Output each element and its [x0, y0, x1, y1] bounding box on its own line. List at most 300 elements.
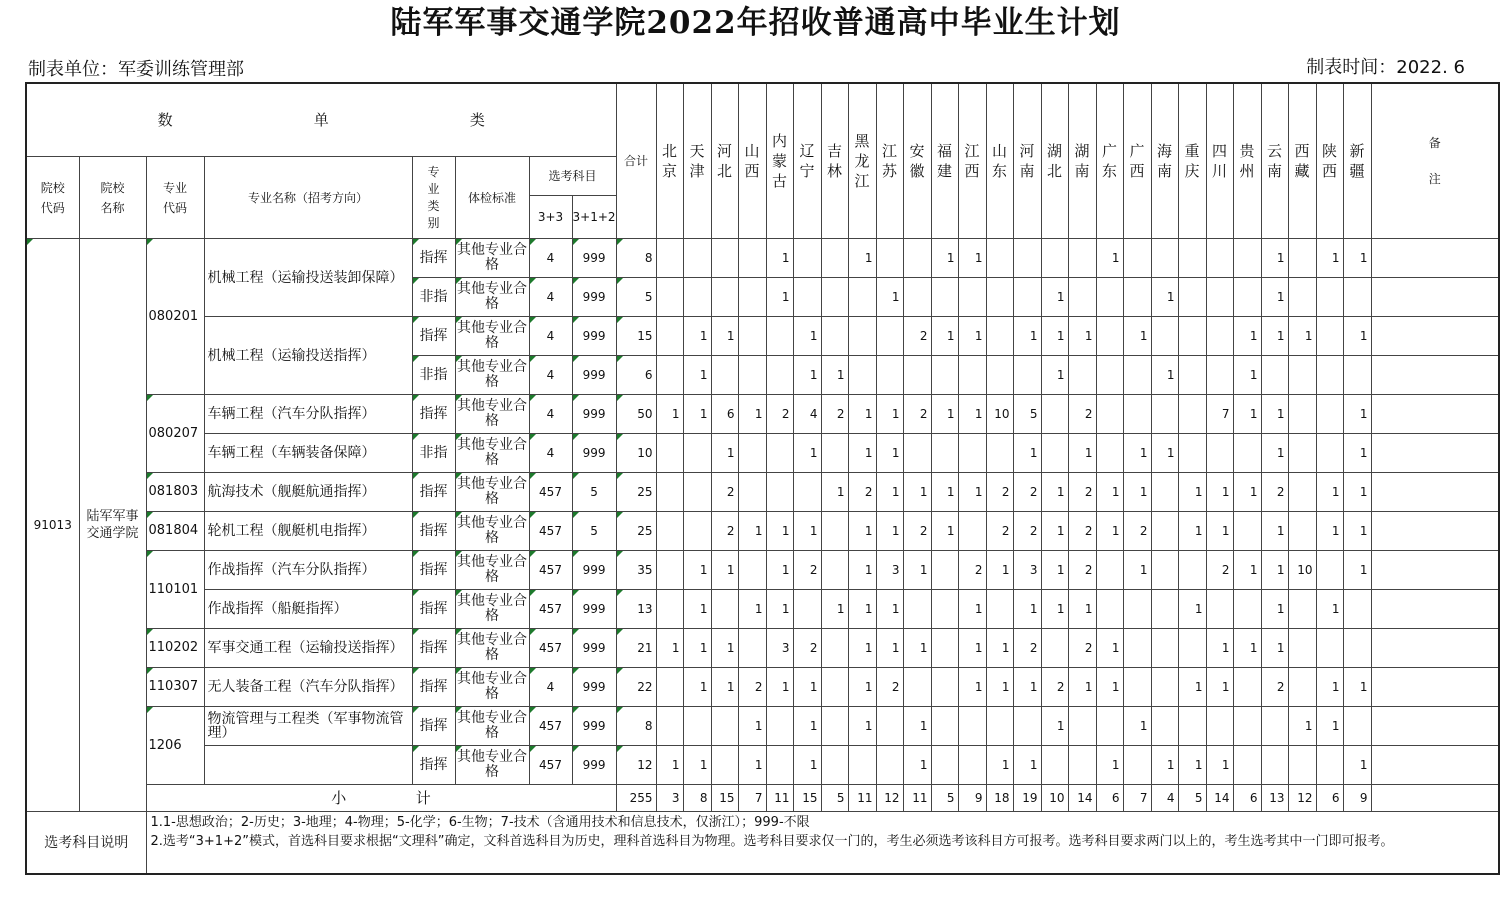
province-count-cell: 1 — [738, 512, 766, 551]
province-count-cell — [821, 239, 848, 278]
province-count-cell: 1 — [848, 395, 876, 434]
table-row — [26, 590, 1499, 629]
province-count-cell — [738, 551, 766, 590]
province-count-cell: 1 — [821, 356, 848, 395]
subjects-312-cell: 999 — [572, 434, 616, 473]
province-count-cell: 2 — [1068, 551, 1096, 590]
province-count-cell: 1 — [1233, 473, 1261, 512]
province-count-cell: 1 — [1123, 434, 1151, 473]
province-count-cell — [986, 317, 1013, 356]
row-total-cell: 15 — [616, 317, 656, 356]
province-count-cell: 1 — [793, 317, 821, 356]
province-count-cell — [1316, 278, 1343, 317]
category-header: 专业类别 — [412, 157, 455, 239]
province-count-cell — [821, 317, 848, 356]
subtotal-province-cell: 6 — [1316, 785, 1343, 812]
province-header: 西藏 — [1288, 83, 1316, 239]
province-count-cell: 1 — [848, 707, 876, 746]
province-count-cell: 1 — [711, 317, 738, 356]
major-code-cell: 110101 — [146, 551, 204, 629]
remark-cell — [1371, 395, 1499, 434]
table-row — [26, 512, 1499, 551]
subjects-33-cell: 457 — [529, 473, 572, 512]
province-count-cell — [986, 356, 1013, 395]
province-count-cell — [1151, 473, 1178, 512]
issuing-unit: 制表单位：军委训练管理部 — [28, 59, 244, 80]
province-count-cell — [656, 356, 683, 395]
province-count-cell: 1 — [1013, 668, 1041, 707]
province-count-cell: 1 — [958, 239, 986, 278]
province-count-cell — [1123, 590, 1151, 629]
remark-cell — [1371, 785, 1499, 812]
group-header: 数 单 类 — [26, 83, 616, 157]
major-name-header: 专业名称（招考方向） — [204, 157, 412, 239]
province-count-cell: 6 — [711, 395, 738, 434]
province-header: 福建 — [931, 83, 958, 239]
province-count-cell — [958, 356, 986, 395]
province-count-cell: 1 — [1123, 473, 1151, 512]
remark-cell — [1371, 590, 1499, 629]
province-count-cell — [1096, 395, 1123, 434]
province-count-cell — [821, 512, 848, 551]
province-count-cell — [1096, 278, 1123, 317]
province-count-cell: 1 — [793, 512, 821, 551]
province-count-cell — [821, 434, 848, 473]
province-header: 山东 — [986, 83, 1013, 239]
province-count-cell — [986, 434, 1013, 473]
major-name-cell: 军事交通工程（运输投送指挥） — [204, 629, 412, 668]
province-count-cell — [1233, 668, 1261, 707]
province-count-cell — [1123, 395, 1151, 434]
subjects-33-cell: 4 — [529, 239, 572, 278]
category-cell: 指挥 — [412, 317, 455, 356]
table-row — [26, 707, 1499, 746]
province-count-cell: 1 — [876, 512, 903, 551]
category-cell: 非指 — [412, 434, 455, 473]
note-row — [26, 812, 1499, 875]
province-count-cell — [738, 278, 766, 317]
province-count-cell — [1178, 395, 1206, 434]
table-row — [26, 668, 1499, 707]
subjects-33-cell: 457 — [529, 551, 572, 590]
province-count-cell: 1 — [1178, 746, 1206, 785]
major-name-cell: 作战指挥（船艇指挥） — [204, 590, 412, 629]
province-count-cell — [1343, 590, 1371, 629]
province-count-cell: 1 — [876, 473, 903, 512]
province-count-cell — [1068, 746, 1096, 785]
province-count-cell — [986, 278, 1013, 317]
province-count-cell — [656, 434, 683, 473]
province-count-cell — [766, 434, 793, 473]
category-cell: 非指 — [412, 278, 455, 317]
province-count-cell: 1 — [1316, 473, 1343, 512]
province-count-cell: 2 — [1013, 512, 1041, 551]
remark-header: 备注 — [1371, 83, 1499, 239]
major-name-cell: 物流管理与工程类（军事物流管理） — [204, 707, 412, 746]
province-count-cell — [1096, 590, 1123, 629]
page-title: 陆军军事交通学院2022年招收普通高中毕业生计划 — [390, 5, 1121, 41]
province-count-cell: 1 — [931, 317, 958, 356]
province-count-cell: 1 — [711, 668, 738, 707]
subtotal-province-cell: 13 — [1261, 785, 1288, 812]
province-count-cell — [931, 707, 958, 746]
province-count-cell — [903, 434, 931, 473]
province-count-cell — [1288, 473, 1316, 512]
province-count-cell: 1 — [1068, 590, 1096, 629]
province-count-cell: 4 — [793, 395, 821, 434]
category-cell: 指挥 — [412, 551, 455, 590]
note-line: 1.1-思想政治；2-历史；3-地理；4-物理；5-化学；6-生物；7-技术（含通用技术和信息技术，仅浙江）；999-不限 — [150, 815, 810, 830]
province-count-cell — [1151, 317, 1178, 356]
province-count-cell — [876, 746, 903, 785]
province-count-cell: 1 — [1068, 317, 1096, 356]
province-count-cell: 1 — [738, 590, 766, 629]
subtotal-province-cell: 3 — [656, 785, 683, 812]
province-count-cell — [1068, 356, 1096, 395]
subjects-312-cell: 999 — [572, 395, 616, 434]
province-header: 山西 — [738, 83, 766, 239]
subtotal-province-cell: 5 — [931, 785, 958, 812]
subjects-33-cell: 4 — [529, 434, 572, 473]
province-count-cell: 1 — [793, 707, 821, 746]
province-count-cell — [1288, 356, 1316, 395]
province-count-cell — [1096, 317, 1123, 356]
province-count-cell: 1 — [1288, 317, 1316, 356]
major-name-cell: 机械工程（运输投送指挥） — [204, 317, 412, 395]
province-count-cell: 1 — [766, 278, 793, 317]
province-count-cell — [1151, 551, 1178, 590]
subjects-312-header: 3+1+2 — [572, 196, 616, 239]
table-row — [26, 629, 1499, 668]
province-count-cell — [1151, 239, 1178, 278]
row-total-cell: 8 — [616, 707, 656, 746]
category-cell: 指挥 — [412, 629, 455, 668]
major-name-cell: 轮机工程（舰艇机电指挥） — [204, 512, 412, 551]
province-count-cell — [738, 473, 766, 512]
subtotal-province-cell: 11 — [903, 785, 931, 812]
province-count-cell — [931, 356, 958, 395]
province-count-cell: 1 — [1343, 473, 1371, 512]
subjects-312-cell: 5 — [572, 473, 616, 512]
province-count-cell: 3 — [876, 551, 903, 590]
province-count-cell — [876, 707, 903, 746]
province-header: 云南 — [1261, 83, 1288, 239]
province-count-cell: 1 — [1096, 512, 1123, 551]
province-count-cell — [1316, 434, 1343, 473]
subtotal-total: 255 — [616, 785, 656, 812]
province-count-cell: 1 — [1178, 473, 1206, 512]
physical-cell: 其他专业合格 — [455, 356, 529, 395]
province-count-cell — [903, 590, 931, 629]
province-count-cell — [683, 707, 711, 746]
subtotal-province-cell: 11 — [848, 785, 876, 812]
subjects-33-cell: 457 — [529, 590, 572, 629]
province-count-cell — [931, 668, 958, 707]
subtotal-province-cell: 6 — [1233, 785, 1261, 812]
province-count-cell: 1 — [738, 395, 766, 434]
province-count-cell: 1 — [1233, 356, 1261, 395]
province-header: 内蒙古 — [766, 83, 793, 239]
province-count-cell — [766, 356, 793, 395]
province-count-cell: 1 — [1013, 590, 1041, 629]
province-header: 湖北 — [1041, 83, 1068, 239]
province-count-cell — [1261, 746, 1288, 785]
province-count-cell — [1233, 434, 1261, 473]
major-name-cell: 航海技术（舰艇航通指挥） — [204, 473, 412, 512]
province-count-cell — [766, 707, 793, 746]
province-count-cell — [848, 317, 876, 356]
province-count-cell — [711, 746, 738, 785]
province-count-cell — [1041, 239, 1068, 278]
province-count-cell: 1 — [1316, 590, 1343, 629]
province-count-cell — [1288, 239, 1316, 278]
row-total-cell: 12 — [616, 746, 656, 785]
province-count-cell: 2 — [1041, 668, 1068, 707]
table-row — [26, 551, 1499, 590]
province-count-cell: 1 — [903, 746, 931, 785]
province-count-cell: 1 — [1316, 239, 1343, 278]
major-code-cell: 080201 — [146, 239, 204, 395]
subtotal-province-cell: 11 — [766, 785, 793, 812]
province-count-cell: 1 — [876, 629, 903, 668]
subjects-312-cell: 999 — [572, 356, 616, 395]
province-count-cell — [958, 707, 986, 746]
province-count-cell — [821, 629, 848, 668]
province-count-cell — [1261, 356, 1288, 395]
subjects-312-cell: 999 — [572, 668, 616, 707]
note-line: 2.选考“3+1+2”模式，首选科目要求根据“文理科”确定，文科首选科目为历史，理科首选科目为物理。选考科目要求仅一门的，考生必须选考该科目方可报考。选考科目要求两门以上的，考生选考其中一门即可报考。 — [150, 834, 1394, 849]
province-count-cell — [1178, 239, 1206, 278]
province-count-cell: 1 — [1096, 668, 1123, 707]
province-count-cell: 1 — [876, 395, 903, 434]
province-count-cell: 1 — [1261, 551, 1288, 590]
province-count-cell — [1343, 707, 1371, 746]
subjects-33-cell: 457 — [529, 512, 572, 551]
province-header: 河南 — [1013, 83, 1041, 239]
subjects-33-cell: 4 — [529, 356, 572, 395]
province-count-cell: 1 — [1123, 317, 1151, 356]
province-count-cell — [1041, 395, 1068, 434]
physical-cell: 其他专业合格 — [455, 278, 529, 317]
province-count-cell: 1 — [848, 590, 876, 629]
province-count-cell: 1 — [1261, 239, 1288, 278]
province-count-cell — [656, 278, 683, 317]
province-count-cell — [738, 317, 766, 356]
province-count-cell — [958, 278, 986, 317]
province-count-cell: 1 — [1151, 434, 1178, 473]
province-count-cell: 1 — [1343, 551, 1371, 590]
province-count-cell — [848, 746, 876, 785]
province-count-cell — [1096, 434, 1123, 473]
subjects-312-cell: 999 — [572, 629, 616, 668]
physical-cell: 其他专业合格 — [455, 668, 529, 707]
province-count-cell — [1206, 707, 1233, 746]
table-row — [26, 239, 1499, 278]
province-count-cell: 2 — [1068, 473, 1096, 512]
province-count-cell: 1 — [848, 512, 876, 551]
province-count-cell — [1178, 707, 1206, 746]
province-count-cell: 1 — [1041, 707, 1068, 746]
subjects-312-cell: 999 — [572, 317, 616, 356]
province-count-cell: 1 — [986, 629, 1013, 668]
province-count-cell: 1 — [656, 629, 683, 668]
province-count-cell — [1288, 629, 1316, 668]
enrollment-plan-table — [25, 82, 1500, 875]
province-count-cell — [738, 434, 766, 473]
province-count-cell — [1151, 512, 1178, 551]
physical-cell: 其他专业合格 — [455, 551, 529, 590]
province-count-cell — [931, 629, 958, 668]
province-count-cell — [1233, 746, 1261, 785]
province-count-cell: 1 — [1233, 395, 1261, 434]
province-count-cell — [683, 278, 711, 317]
province-count-cell: 1 — [986, 551, 1013, 590]
province-count-cell: 1 — [958, 317, 986, 356]
province-count-cell — [903, 668, 931, 707]
province-count-cell: 2 — [1261, 668, 1288, 707]
province-header: 黑龙江 — [848, 83, 876, 239]
school-code-header: 院校代码 — [26, 157, 79, 239]
province-count-cell — [683, 473, 711, 512]
province-count-cell — [793, 473, 821, 512]
province-count-cell: 1 — [848, 668, 876, 707]
remark-cell — [1371, 239, 1499, 278]
major-name-cell: 作战指挥（汽车分队指挥） — [204, 551, 412, 590]
table-row — [26, 746, 1499, 785]
province-count-cell: 1 — [1041, 278, 1068, 317]
province-count-cell — [1288, 434, 1316, 473]
province-count-cell — [1206, 317, 1233, 356]
major-name-cell: 无人装备工程（汽车分队指挥） — [204, 668, 412, 707]
row-total-cell: 25 — [616, 473, 656, 512]
province-count-cell — [793, 239, 821, 278]
subjects-312-cell: 999 — [572, 551, 616, 590]
province-count-cell — [821, 746, 848, 785]
province-count-cell: 1 — [958, 395, 986, 434]
subjects-312-cell: 5 — [572, 512, 616, 551]
province-count-cell: 1 — [683, 551, 711, 590]
subjects-312-cell: 999 — [572, 746, 616, 785]
remark-cell — [1371, 317, 1499, 356]
province-count-cell: 1 — [711, 629, 738, 668]
category-cell: 指挥 — [412, 707, 455, 746]
province-count-cell: 1 — [766, 239, 793, 278]
province-count-cell — [738, 239, 766, 278]
subtotal-province-cell: 5 — [1178, 785, 1206, 812]
province-count-cell: 2 — [1013, 629, 1041, 668]
subjects-33-header: 3+3 — [529, 196, 572, 239]
province-count-cell — [711, 590, 738, 629]
row-total-cell: 25 — [616, 512, 656, 551]
province-count-cell: 1 — [1343, 434, 1371, 473]
province-count-cell: 1 — [1343, 512, 1371, 551]
issue-date: 制表时间：2022. 6 — [1306, 57, 1465, 78]
province-count-cell: 1 — [1206, 668, 1233, 707]
province-count-cell — [793, 278, 821, 317]
province-count-cell: 1 — [986, 668, 1013, 707]
subjects-312-cell: 999 — [572, 707, 616, 746]
province-count-cell — [1206, 278, 1233, 317]
province-count-cell — [793, 590, 821, 629]
province-count-cell: 1 — [683, 356, 711, 395]
province-count-cell: 1 — [1261, 590, 1288, 629]
row-total-cell: 50 — [616, 395, 656, 434]
province-count-cell: 1 — [1096, 746, 1123, 785]
province-count-cell — [1288, 746, 1316, 785]
province-count-cell: 1 — [1068, 668, 1096, 707]
province-count-cell: 1 — [848, 551, 876, 590]
major-code-cell: 080207 — [146, 395, 204, 473]
province-count-cell: 1 — [766, 551, 793, 590]
province-count-cell: 1 — [1178, 668, 1206, 707]
province-count-cell — [1178, 278, 1206, 317]
province-count-cell: 1 — [766, 512, 793, 551]
province-count-cell — [1343, 356, 1371, 395]
province-count-cell: 2 — [711, 512, 738, 551]
province-header: 新疆 — [1343, 83, 1371, 239]
province-count-cell: 1 — [1261, 395, 1288, 434]
school-name-cell: 陆军军事交通学院 — [79, 239, 146, 812]
physical-cell: 其他专业合格 — [455, 395, 529, 434]
header-row-1 — [26, 83, 1499, 157]
province-count-cell: 2 — [1068, 512, 1096, 551]
province-count-cell: 1 — [1288, 707, 1316, 746]
subtotal-province-cell: 19 — [1013, 785, 1041, 812]
province-count-cell — [683, 239, 711, 278]
province-header: 海南 — [1151, 83, 1178, 239]
province-count-cell: 1 — [931, 473, 958, 512]
province-count-cell — [931, 551, 958, 590]
province-count-cell: 1 — [656, 395, 683, 434]
province-count-cell — [656, 317, 683, 356]
province-count-cell — [1316, 317, 1343, 356]
province-count-cell — [656, 473, 683, 512]
province-count-cell — [1041, 746, 1068, 785]
province-count-cell — [986, 239, 1013, 278]
province-count-cell: 2 — [986, 473, 1013, 512]
remark-cell — [1371, 473, 1499, 512]
province-count-cell: 1 — [1206, 512, 1233, 551]
province-count-cell: 1 — [1343, 668, 1371, 707]
subjects-33-cell: 457 — [529, 707, 572, 746]
remark-cell — [1371, 356, 1499, 395]
province-count-cell: 1 — [1013, 746, 1041, 785]
province-count-cell: 1 — [1151, 278, 1178, 317]
province-count-cell: 2 — [821, 395, 848, 434]
province-count-cell — [903, 278, 931, 317]
subjects-33-cell: 4 — [529, 668, 572, 707]
province-count-cell — [711, 239, 738, 278]
province-count-cell: 1 — [683, 746, 711, 785]
remark-cell — [1371, 746, 1499, 785]
province-count-cell: 1 — [876, 278, 903, 317]
province-count-cell — [1096, 707, 1123, 746]
province-count-cell: 1 — [986, 746, 1013, 785]
province-count-cell — [1151, 629, 1178, 668]
province-count-cell: 2 — [848, 473, 876, 512]
subtotal-province-cell: 15 — [711, 785, 738, 812]
province-count-cell: 1 — [1041, 551, 1068, 590]
row-total-cell: 6 — [616, 356, 656, 395]
row-total-cell: 35 — [616, 551, 656, 590]
province-count-cell: 1 — [876, 590, 903, 629]
province-count-cell: 2 — [766, 395, 793, 434]
major-name-cell: 车辆工程（汽车分队指挥） — [204, 395, 412, 434]
subtotal-province-cell: 15 — [793, 785, 821, 812]
province-count-cell — [738, 356, 766, 395]
province-header: 江西 — [958, 83, 986, 239]
province-count-cell: 1 — [876, 434, 903, 473]
